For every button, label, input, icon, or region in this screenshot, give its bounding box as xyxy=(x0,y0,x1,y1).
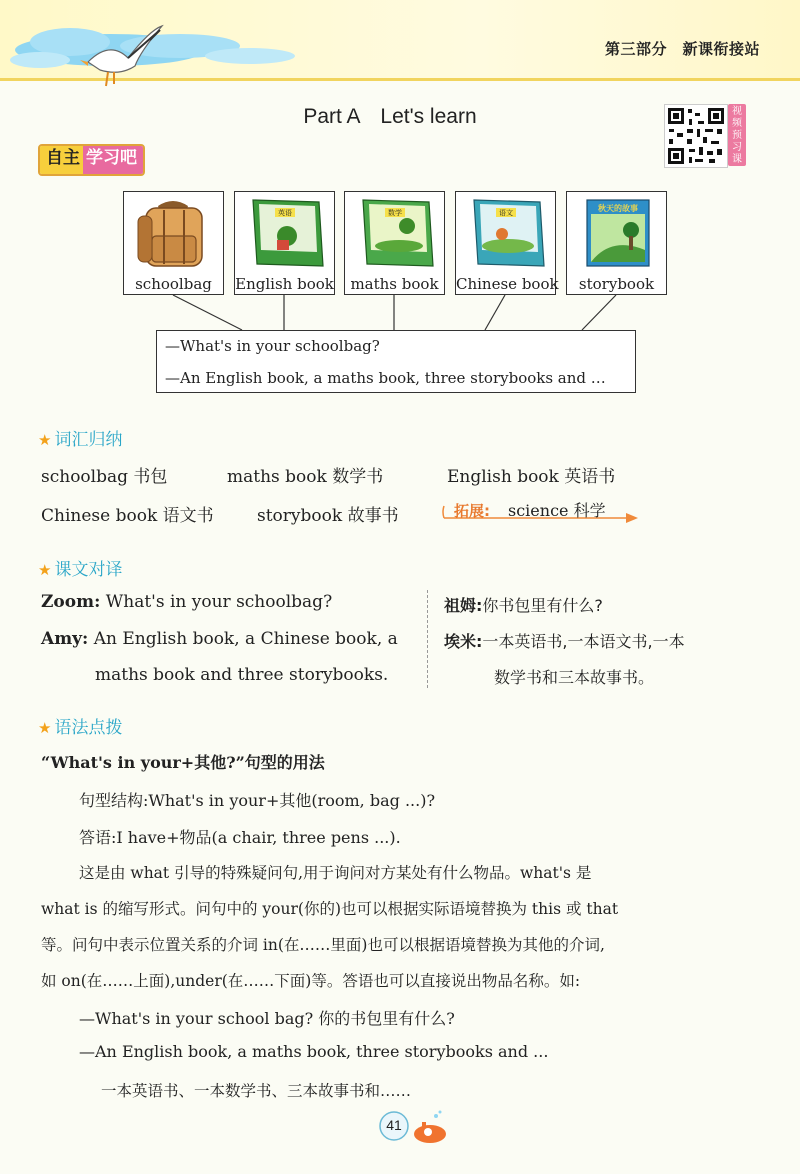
grammar-paragraph-line: what is 的缩写形式。问句中的 your(你的)也可以根据实际语境替换为 this 或 that xyxy=(41,900,619,918)
book-icon xyxy=(571,196,661,268)
grammar-heading xyxy=(38,713,122,738)
card-schoolbag xyxy=(123,191,224,295)
dialogue-line-en xyxy=(41,592,332,612)
self-study-badge xyxy=(38,144,145,176)
card-caption: schoolbag xyxy=(135,275,212,293)
card-storybook xyxy=(566,191,667,295)
line-text: 一本英语书,一本语文书,一本 xyxy=(482,632,685,651)
book-title: 秋天的故事 xyxy=(598,204,638,213)
vocab-heading xyxy=(38,425,122,450)
book-icon xyxy=(349,196,439,268)
dialog-line: —What's in your schoolbag? xyxy=(165,337,380,355)
card-english-book xyxy=(234,191,335,295)
vocab-item: English book 英语书 xyxy=(447,467,616,487)
dialog-line: —An English book, a maths book, three storybooks and … xyxy=(165,369,606,387)
qr-label-char: 预 xyxy=(732,130,742,141)
example-question: —What's in your school bag? 你的书包里有什么? xyxy=(79,1009,455,1028)
section-title: 第三部分 新课衔接站 xyxy=(604,40,760,58)
book-title: 英语 xyxy=(278,209,292,217)
vocab-heading-text: 词汇归纳 xyxy=(54,430,123,450)
line-text: An English book, a Chinese book, a xyxy=(93,629,398,649)
speaker: Zoom: xyxy=(41,592,101,612)
example-answer: —An English book, a maths book, three storybooks and ... xyxy=(79,1042,549,1061)
connector-lines xyxy=(0,294,800,334)
vocab-item: schoolbag 书包 xyxy=(41,467,168,487)
extension-item: science 科学 xyxy=(508,501,606,520)
grammar-answer: 答语:I have+物品(a chair, three pens ...). xyxy=(79,828,401,847)
star-icon: ★ xyxy=(38,431,52,449)
dialogue-line-en: maths book and three storybooks. xyxy=(95,665,389,685)
card-maths-book xyxy=(344,191,445,295)
card-chinese-book xyxy=(455,191,559,295)
book-title: 语文 xyxy=(499,209,513,217)
example-translation: 一本英语书、一本数学书、三本故事书和…… xyxy=(101,1082,412,1100)
badge-text-1: 自主 xyxy=(40,146,83,174)
grammar-heading-text: 语法点拨 xyxy=(54,718,123,738)
video-preview-label xyxy=(728,104,746,166)
card-caption: English book xyxy=(235,275,334,293)
page-title: Part A Let's learn xyxy=(303,105,477,128)
card-caption: storybook xyxy=(578,275,655,293)
seagull-cloud-decoration xyxy=(0,0,320,95)
line-text: What's in your schoolbag? xyxy=(105,592,333,612)
card-caption: Chinese book xyxy=(456,275,559,293)
dialogue-line-zh xyxy=(444,593,603,616)
page-number: 41 xyxy=(386,1117,402,1133)
qr-label-char: 习 xyxy=(732,142,742,153)
dialogue-line-zh: 数学书和三本故事书。 xyxy=(494,668,655,687)
qr-label-char: 课 xyxy=(732,154,742,165)
book-icon xyxy=(460,196,550,268)
grammar-paragraph-line: 这是由 what 引导的特殊疑问句,用于询问对方某处有什么物品。what's 是 xyxy=(79,864,592,882)
extension-label: 拓展: xyxy=(454,502,490,520)
dialogue-line-zh xyxy=(444,629,685,652)
translation-heading-text: 课文对译 xyxy=(54,560,123,580)
schoolbag-icon xyxy=(128,196,218,268)
speaker: 祖姆: xyxy=(444,596,483,615)
translation-heading xyxy=(38,555,122,580)
line-text: 你书包里有什么? xyxy=(482,596,603,615)
book-icon xyxy=(239,196,329,268)
badge-text-2: 学习吧 xyxy=(83,146,143,174)
speaker: Amy: xyxy=(41,629,89,649)
grammar-title: “What's in your+其他?”句型的用法 xyxy=(41,753,325,772)
grammar-paragraph-line: 等。问句中表示位置关系的介词 in(在……里面)也可以根据语境替换为其他的介词, xyxy=(41,936,605,954)
vocab-item: storybook 故事书 xyxy=(257,506,399,526)
grammar-paragraph-line: 如 on(在……上面),under(在……下面)等。答语也可以直接说出物品名称。如: xyxy=(41,972,581,990)
star-icon: ★ xyxy=(38,561,52,579)
vocab-item: Chinese book 语文书 xyxy=(41,506,214,526)
star-icon: ★ xyxy=(38,719,52,737)
vocab-item: maths book 数学书 xyxy=(227,467,384,487)
qr-code-icon[interactable] xyxy=(664,104,728,168)
grammar-structure: 句型结构:What's in your+其他(room, bag ...)? xyxy=(79,791,436,810)
book-title: 数学 xyxy=(388,209,402,217)
qr-label-char: 频 xyxy=(732,118,742,129)
column-divider xyxy=(427,590,428,688)
dialogue-line-en xyxy=(41,629,398,649)
card-caption: maths book xyxy=(350,275,439,293)
speaker: 埃米: xyxy=(444,632,483,651)
dialog-box xyxy=(156,330,636,393)
qr-label-char: 视 xyxy=(732,106,742,117)
